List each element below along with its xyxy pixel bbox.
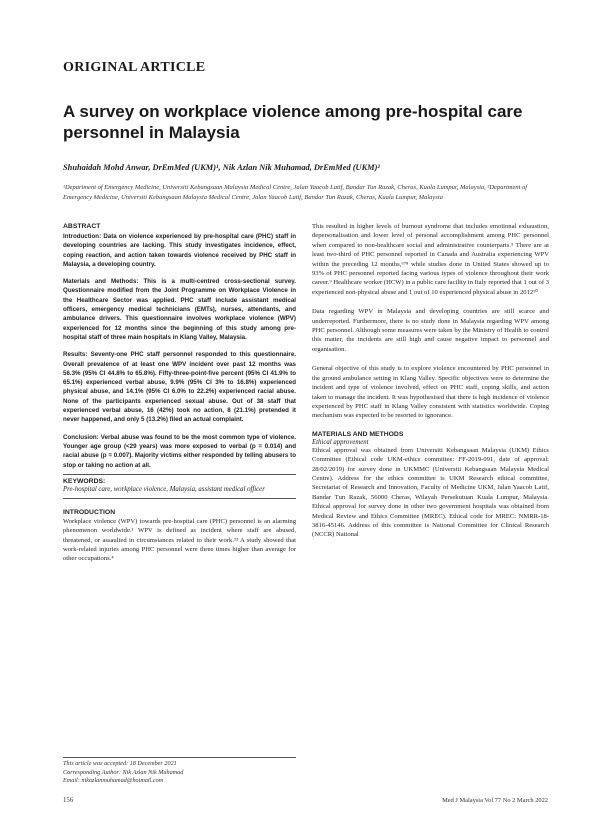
article-footnote [63,757,296,786]
introduction-text: Workplace violence (WPV) towards pre-hospital care (PHC) personnel is an alarming phenomenon worldwide.¹ WPV is defined as incident where staff are abused, threatened, or assaulted in circumstances related to their work.²³ A study showed that work-related injuries among PHC personnel were three times higher than average for other occupations.⁴ [63,517,296,563]
journal-citation: Med J Malaysia Vol 77 No 2 March 2022 [442,797,548,804]
right-column [312,222,549,540]
author-email: Email: nikazlanmuhamad@hotmail.com [63,777,164,785]
introduction-heading: INTRODUCTION [63,508,116,516]
accepted-date: This article was accepted: 18 December 2021 [63,760,177,767]
article-title: A survey on workplace violence among pre-hospital care personnel in Malaysia [63,102,523,142]
corresponding-author: Corresponding Author: Nik Azlan Nik Muhamad [63,768,184,776]
keywords-box [63,474,296,499]
keywords-label: KEYWORDS: [63,477,106,485]
body-paragraph-4: Ethical approval was obtained from Universiti Kebangsaan Malaysia (UKM) Ethics Committee (Ethical code UKM-ethics committee: FF-2019-091, date of approval: 28/02/2019) for survey done in UKMMC (Universiti Kebangsaan Malaysia Medical Centre). Address for the ethics committee is UKM Research ethical committee, Secretariat of Research and Innovation, Faculty of Medicine UKM, Jalan Yaacob Latif, Bandar Tun Razak, 56000 Cheras, Wilayah Persekutuan Kuala Lumpur, Malaysia. Ethical approval for survey done in other two government hospitals was obtained from Medical Review and Ethics Committee (MREC). Ethical code for MREC: NMRR-18-3816-45146. Address of this committee is National Committee for Clinical Research (NCCR) National [312,446,549,539]
affiliations: ¹Department of Emergency Medicine, Universiti Kebangsaan Malaysia Medical Centre, Jalan Yaacob Latif, Bandar Tun Razak, Cheras, Kuala Lumpur, Malaysia, ²Department of Emergency Medicine, Universiti Kebangsaan Malaysia Medical Centre, Jalan Yaacob Latif, Bandar Tun Razak, Cheras, Kuala Lumpur, Malaysia [63,184,528,201]
abstract-introduction: Introduction: Data on violence experienced by pre-hospital care (PHC) staff in developing countries are lacking. This study investigates incidence, effect, coping reaction, and action taken towards violence received by PHC staff in Malaysia, a developing country. [63,233,296,268]
author-list: Shuhaidah Mohd Anwar, DrEmMed (UKM)¹, Nik Azlan Nik Muhamad, DrEmMed (UKM)² [63,163,380,172]
left-column [63,223,296,564]
keywords-text: Pre-hospital care, workplace violence, Malaysia, assistant medical officer [63,485,265,493]
body-paragraph-2: Data regarding WPV in Malaysia and developing countries are still scarce and underreported. Furthermore, there is no study done in Malaysia regarding WPV among PHC personnel. Although some measures were taken by the Ministry of Health to control this matter, the incidents are still high and cause negative impact to personnel and organisation. [312,308,549,353]
abstract-methods: Materials and Methods: This is a multi-centred cross-sectional survey. Questionnaire modified from the Joint Programme on Workplace Violence in the Healthcare Sector was applied. PHC staff include assistant medical officers, emergency medical technicians (EMTs), nurses, attendants, and ambulance drivers. This questionnaire involves workplace violence (WPV) experienced for 12 months since the beginning of this study among pre-hospital staff of three main hospitals in Klang Valley, Malaysia. [63,278,296,341]
section-label: ORIGINAL ARTICLE [63,60,206,75]
body-paragraph-3: General objective of this study is to explore violence encountered by PHC personnel in the ground ambulance setting in Klang Valley. Specific objectives were to determine the incident and type of violence involved, effect on PHC staff, coping skills, and action taken to manage the incident. It was hypothesised that there is high incidence of violence experienced by PHC staff in Klang Valley consistent with statistics worldwide. Coping mechanism was expected to be resorted to ignorance. [312,365,549,420]
page-number: 156 [63,797,74,804]
abstract-conclusion: Conclusion: Verbal abuse was found to be the most common type of violence. Younger age group (<29 years) was more exposed to verbal (p = 0.014) and racial abuse (p = 0.007). Majority victims either responded by telling abusers to stop or taking no action at all. [63,433,296,469]
methods-heading: MATERIALS AND METHODS [312,430,404,438]
ethical-subheading: Ethical approvement [312,438,369,446]
abstract-heading: ABSTRACT [63,223,101,230]
abstract-results: Results: Seventy-one PHC staff personnel responded to this questionnaire. Overall prevalence of at least one WPV incident over past 12 months was 56.3% (95% CI 44.8% to 65.8%). Fifty-three-point-five percent (95% CI 41.9% to 65.1%) experienced verbal abuse, 9.9% (95% CI 3% to 16.8%) experienced physical abuse, and 14.1% (95% CI 6.0% to 22.2%) experienced racial abuse. None of the participants experienced sexual abuse. Out of 38 staff that experienced verbal abuse, 16 (42%) took no action, 8 (21.1%) pretended it never happened, and only 5 (13.2%) filed an actual complaint. [63,351,296,424]
body-paragraph-1: This resulted in higher levels of burnout syndrome that includes emotional exhaustion, depersonalisation and lower level of personal accomplishment among PHC personnel when compared to non-healthcare social and administrative counterparts.⁵ There are at least two-third of PHC personnel reported in Canada and Australia experiencing WPV within the preceding 12 months,⁶⁷⁸ while studies done in United States showed up to 93% of PHC personnel reported facing various types of violence throughout their work career.⁹ Healthcare worker (HCW) in a public care facility in Italy reported that 1 out of 3 experienced non-physical abuse and 1 out of 10 experienced physical abuse in 2012¹⁰ [312,223,549,296]
